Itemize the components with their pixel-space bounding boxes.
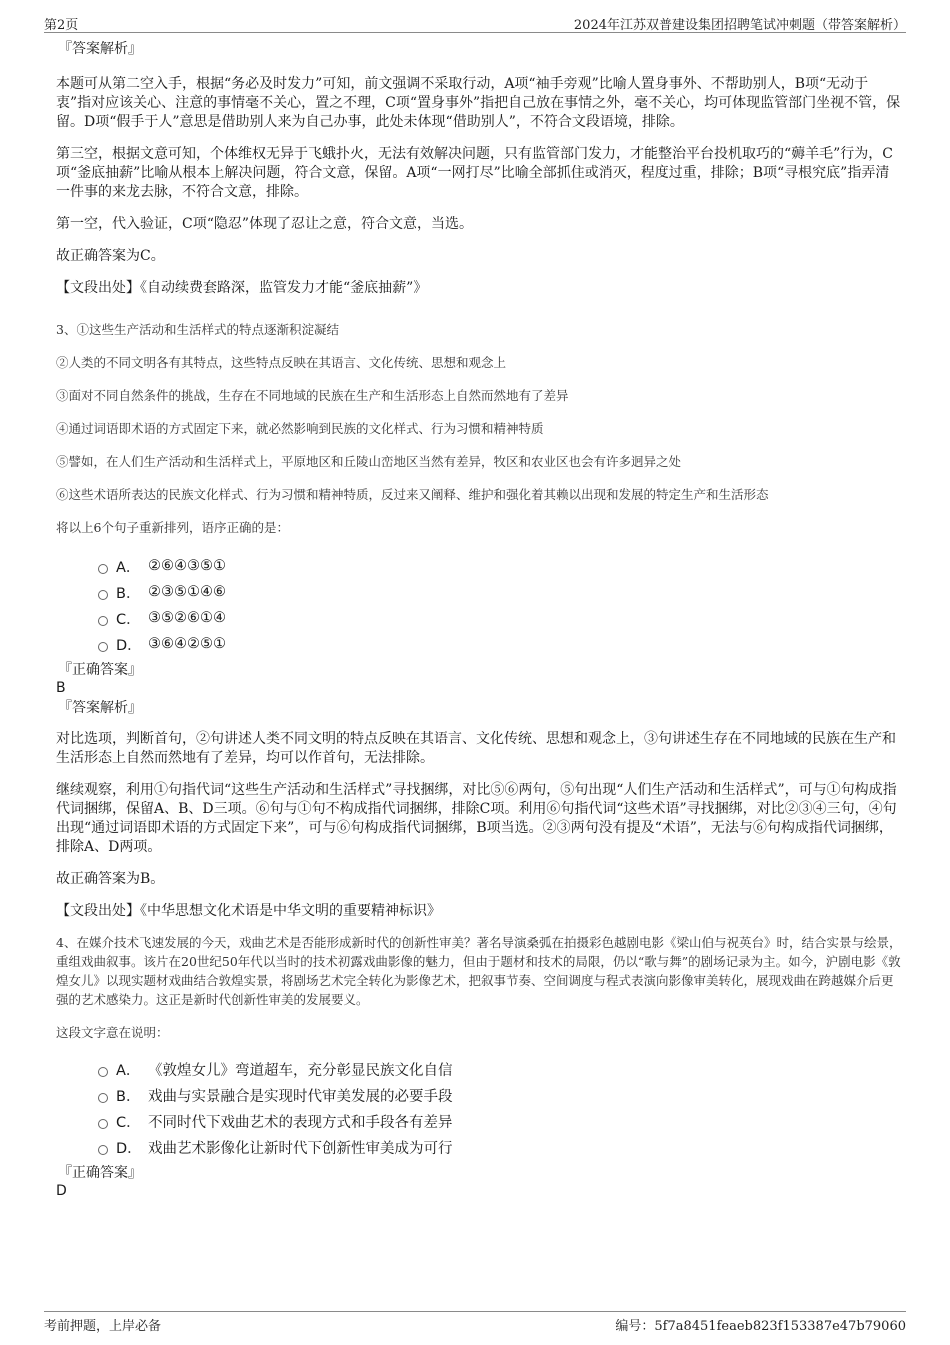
q4-correct-answer: D — [56, 1183, 67, 1199]
q3-analysis-p3: 故正确答案为B。 — [56, 871, 165, 887]
q3-correct-label: 『正确答案』 — [58, 662, 142, 678]
radio-icon[interactable] — [98, 1067, 108, 1077]
document-title: 2024年江苏双普建设集团招聘笔试冲刺题（带答案解析） — [573, 18, 906, 33]
q3-sentence-6: ⑥这些术语所表达的民族文化样式、行为习惯和精神特质，反过来又阐释、维护和强化着其赖以出现和发展的特定生产和生活形态 — [56, 487, 769, 502]
q2-analysis-p2: 第三空，根据文意可知，个体维权无异于飞蛾扑火，无法有效解决问题，只有监管部门发力，才能整治平台投机取巧的“薅羊毛”行为，C项“釜底抽薪”比喻从根本上解决问题，符合文意，保留。A项“一网打尽”比喻全部抓住或消灭，程度过重，排除；B项“寻根究底”指弄清一件事的来龙去脉，不符合文意，排除。 — [56, 146, 894, 200]
option-letter: A． — [116, 559, 141, 576]
radio-icon[interactable] — [98, 590, 108, 600]
radio-icon[interactable] — [98, 1119, 108, 1129]
q2-source: 【文段出处】《自动续费套路深，监管发力才能“釜底抽薪”》 — [56, 280, 428, 296]
option-text: ③⑥④②⑤① — [148, 636, 226, 652]
q3-sentence-5: ⑤譬如，在人们生产活动和生活样式上，平原地区和丘陵山峦地区当然有差异，牧区和农业区也会有许多迥异之处 — [56, 454, 682, 469]
option-text: 戏曲艺术影像化让新时代下创新性审美成为可行 — [148, 1140, 453, 1157]
q3-option-b[interactable] — [98, 579, 902, 605]
footer-slogan: 考前押题，上岸必备 — [44, 1319, 162, 1334]
option-letter: C． — [116, 1114, 141, 1131]
q4-option-a[interactable] — [98, 1056, 902, 1082]
option-letter: D． — [116, 1140, 142, 1157]
q3-analysis-p2: 继续观察，利用①句指代词“这些生产活动和生活样式”寻找捆绑，对比⑤⑥两句，⑤句出现“人们生产活动和生活样式”，可与①句构成指代词捆绑，保留A、B、D三项。⑥句与①句不构成指代词捆绑，排除C项。利用⑥句指代词“这些术语”寻找捆绑，对比②③④三句，④句出现“通过词语即术语的方式固定下来”，可与⑥句构成指代词捆绑，B项当选。②③两句没有提及“术语”，无法与⑥句构成指代词捆绑，排除A、D两项。 — [56, 782, 897, 855]
q2-analysis-p4: 故正确答案为C。 — [56, 248, 165, 264]
page-number: 第2页 — [44, 18, 79, 33]
q4-prompt: 这段文字意在说明： — [56, 1025, 169, 1040]
q2-analysis-p1: 本题可从第二空入手，根据“务必及时发力”可知，前文强调不采取行动，A项“袖手旁观”比喻人置身事外、不帮助别人，B项“无动于衷”指对应该关心、注意的事情毫不关心，置之不理，C项“置身事外”指把自己放在事情之外，毫不关心，均可体现监管部门坐视不管，保留。D项“假手于人”意思是借助别人来为自己办事，此处未体现“借助别人”，不符合文段语境，排除。 — [56, 76, 901, 130]
page-footer — [44, 1311, 906, 1334]
q3-option-c[interactable] — [98, 605, 902, 631]
option-text: ③⑤②⑥①④ — [148, 610, 226, 626]
q3-sentence-2: ②人类的不同文明各有其特点，这些特点反映在其语言、文化传统、思想和观念上 — [56, 355, 507, 370]
option-text: ②⑥④③⑤① — [148, 558, 226, 574]
q2-analysis-label: 『答案解析』 — [58, 41, 142, 57]
q4-stem: 4、在媒介技术飞速发展的今天，戏曲艺术是否能形成新时代的创新性审美？著名导演桑弧在拍摄彩色越剧电影《梁山伯与祝英台》时，结合实景与绘景，重组戏曲叙事。该片在20世纪50年代以当时的技术初露戏曲影像的魅力，但由于题材和技术的局限，仍以“歌与舞”的剧场记录为主。如今，沪剧电影《敦煌女儿》以现实题材戏曲结合敦煌实景，将剧场艺术完全转化为影像艺术，把叙事节奏、空间调度与程式表演向影像审美转化，展现戏曲在跨越媒介后更强的艺术感染力。这正是新时代创新性审美的发展要义。 — [56, 935, 902, 1007]
q3-correct-answer: B — [56, 680, 66, 696]
option-text: 戏曲与实景融合是实现时代审美发展的必要手段 — [148, 1088, 453, 1105]
document-body — [56, 40, 902, 1200]
q3-sentence-4: ④通过词语即术语的方式固定下来，就必然影响到民族的文化样式、行为习惯和精神特质 — [56, 421, 544, 436]
q4-options — [56, 1056, 902, 1160]
q3-analysis-label: 『答案解析』 — [58, 700, 142, 716]
q3-analysis-p1: 对比选项，判断首句，②句讲述人类不同文明的特点反映在其语言、文化传统、思想和观念上，③句讲述生存在不同地域的民族在生产和生活形态上自然而然地有了差异，均可以作首句，无法排除。 — [56, 731, 896, 766]
option-letter: A． — [116, 1062, 141, 1079]
q4-correct-label: 『正确答案』 — [58, 1165, 142, 1181]
q4-option-b[interactable] — [98, 1082, 902, 1108]
q3-sentence-3: ③面对不同自然条件的挑战，生存在不同地域的民族在生产和生活形态上自然而然地有了差异 — [56, 388, 569, 403]
option-text: ②③⑤①④⑥ — [148, 584, 226, 600]
page-header — [44, 12, 906, 33]
q3-option-a[interactable] — [98, 553, 902, 579]
option-letter: C． — [116, 611, 141, 628]
document-code: 编号：5f7a8451feaeb823f153387e47b79060 — [615, 1319, 906, 1334]
radio-icon[interactable] — [98, 1093, 108, 1103]
option-text: 《敦煌女儿》弯道超车，充分彰显民族文化自信 — [148, 1062, 453, 1079]
q4-option-c[interactable] — [98, 1108, 902, 1134]
q4-option-d[interactable] — [98, 1134, 902, 1160]
radio-icon[interactable] — [98, 616, 108, 626]
q2-analysis-p3: 第一空，代入验证，C项“隐忍”体现了忍让之意，符合文意，当选。 — [56, 216, 474, 232]
q3-sentence-1: 3、①这些生产活动和生活样式的特点逐渐积淀凝结 — [56, 322, 339, 337]
q3-options — [56, 553, 902, 657]
option-letter: D． — [116, 637, 142, 654]
option-text: 不同时代下戏曲艺术的表现方式和手段各有差异 — [148, 1114, 453, 1131]
option-letter: B． — [116, 585, 141, 602]
q3-source: 【文段出处】《中华思想文化术语是中华文明的重要精神标识》 — [56, 903, 441, 919]
radio-icon[interactable] — [98, 642, 108, 652]
option-letter: B． — [116, 1088, 141, 1105]
radio-icon[interactable] — [98, 1145, 108, 1155]
q3-prompt: 将以上6个句子重新排列，语序正确的是： — [56, 520, 289, 535]
q3-option-d[interactable] — [98, 631, 902, 657]
radio-icon[interactable] — [98, 564, 108, 574]
